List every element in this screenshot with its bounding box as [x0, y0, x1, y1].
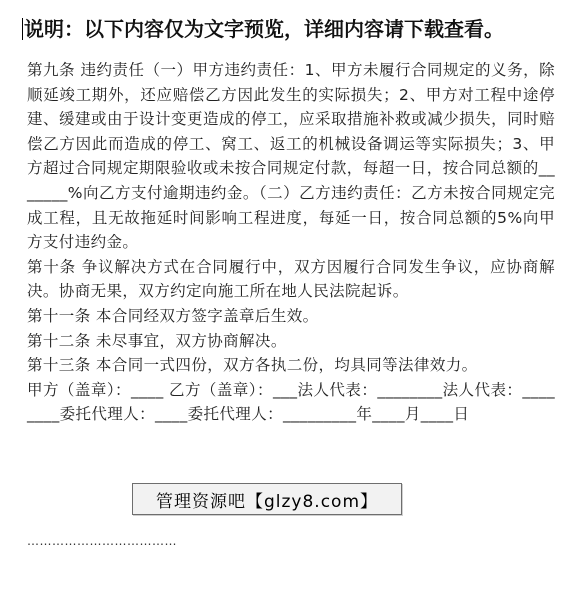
document-body	[27, 58, 555, 427]
watermark-banner: 管理资源吧【glzy8.com】	[132, 483, 402, 515]
clause-11-effect: 第十一条 本合同经双方签字盖章后生效。	[27, 306, 319, 325]
signature-block: 甲方（盖章）：____ 乙方（盖章）：___法人代表：________法人代表：________委托代理人：____委托代理人：_________年____月____日	[27, 380, 555, 424]
preview-notice	[24, 14, 572, 44]
clause-10-dispute: 第十条 争议解决方式在合同履行中，双方因履行合同发生争议，应协商解决。协商无果，双方约定向施工所在地人民法院起诉。	[27, 257, 555, 301]
clause-13-copies: 第十三条 本合同一式四份，双方各执二份，均具同等法律效力。	[27, 356, 478, 375]
truncation-dots: ………………………………	[27, 534, 177, 548]
text-cursor	[22, 18, 23, 40]
clause-9-breach: 第九条 违约责任（一）甲方违约责任：1、甲方未履行合同规定的义务，除顺延竣工期外，还应赔偿乙方因此发生的实际损失；2、甲方对工程中途停建、缓建或由于设计变更造成的停工，应采取措施补救或减少损失，同时赔偿乙方因此而造成的停工、窝工、返工的机械设备调运等实际损失；3、甲方超过合同规定期限验收或未按合同规定付款，每超一日，按合同总额的_______%向乙方支付逾期违约金。（二）乙方违约责任：乙方未按合同规定完成工程，且无故拖延时间影响工程进度，每延一日，按合同总额的5%向甲方支付违约金。	[27, 61, 555, 252]
clause-12-other: 第十二条 未尽事宜，双方协商解决。	[27, 331, 287, 350]
preview-notice-text: 说明：以下内容仅为文字预览，详细内容请下载查看。	[24, 17, 504, 41]
